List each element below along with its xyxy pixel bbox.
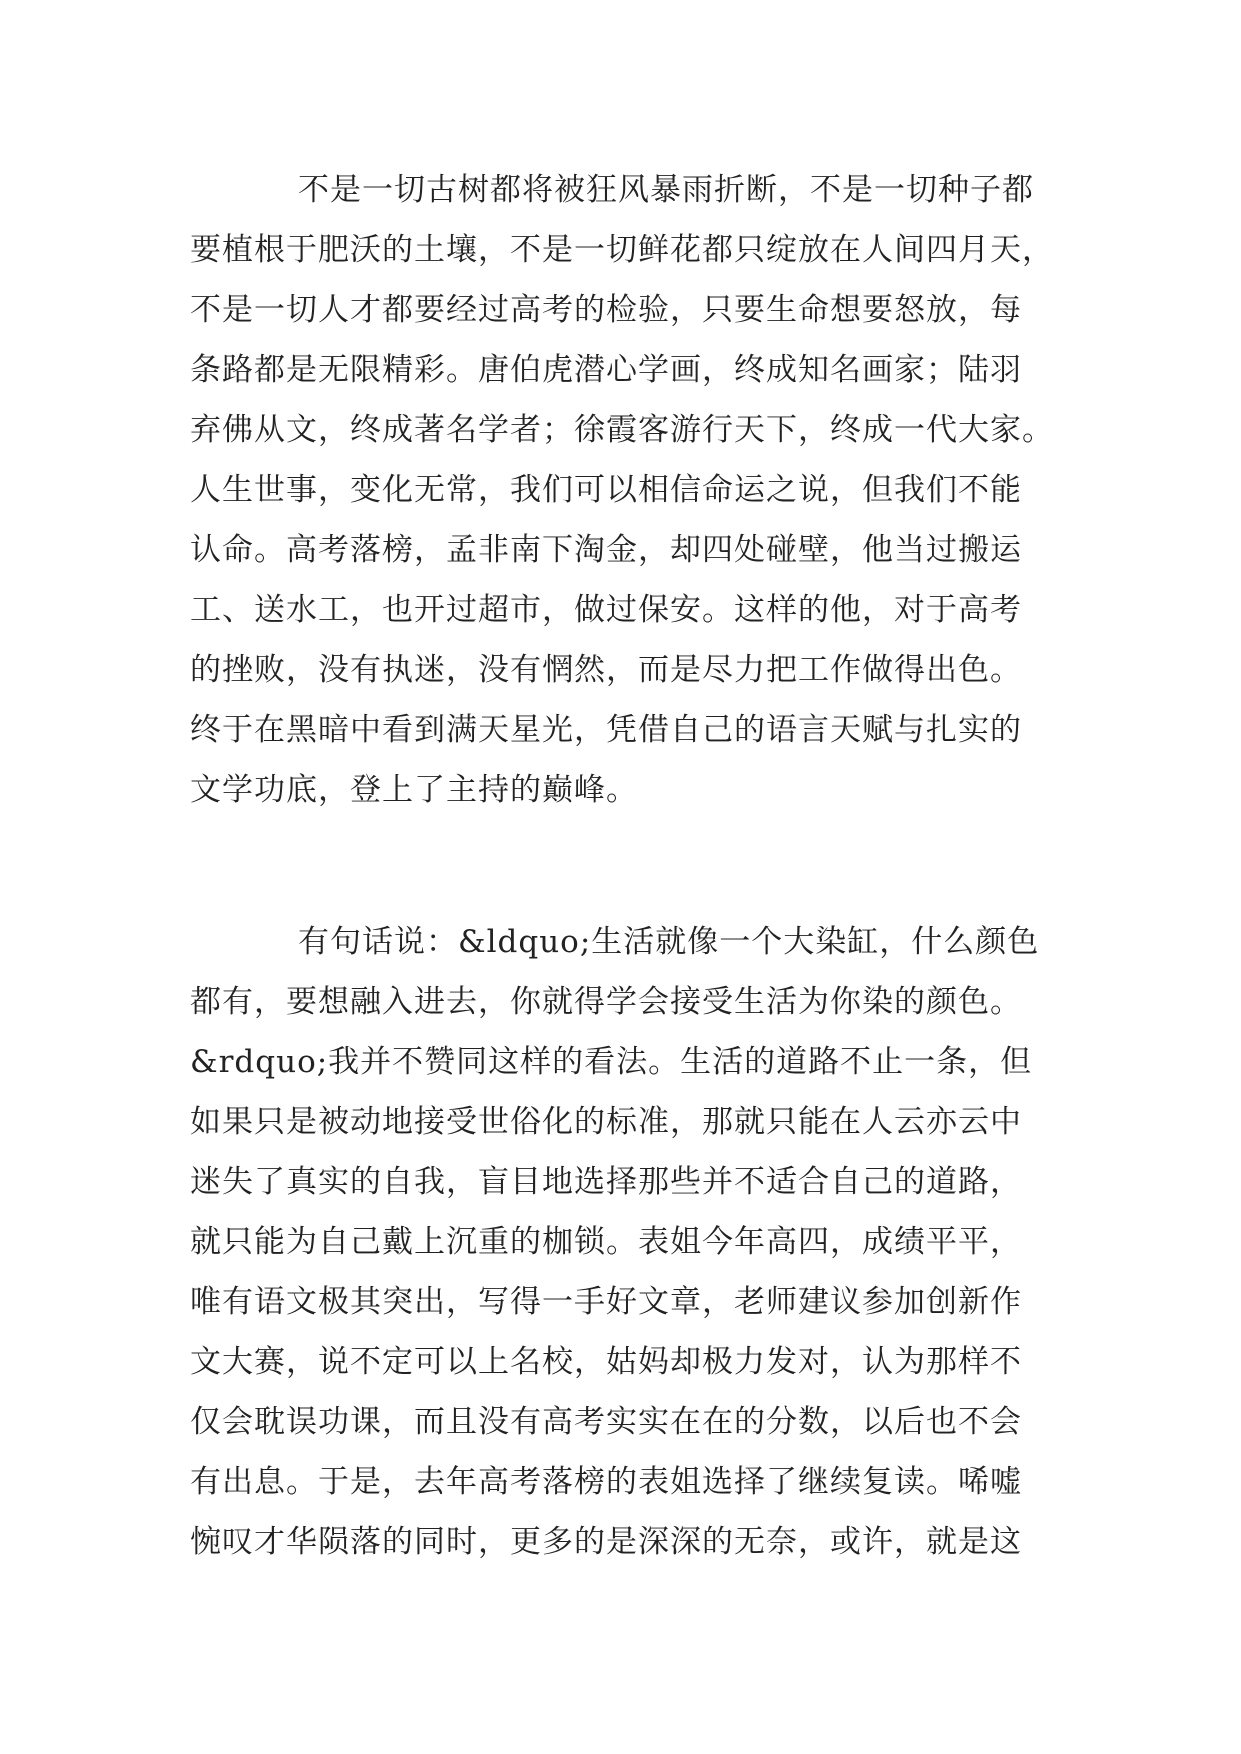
text-line: 迷失了真实的自我，盲目地选择那些并不适合自己的道路， xyxy=(190,1164,1022,1200)
text-line: 就只能为自己戴上沉重的枷锁。表姐今年高四，成绩平平， xyxy=(190,1224,1022,1260)
text-line: &rdquo;我并不赞同这样的看法。生活的道路不止一条，但 xyxy=(190,1044,1033,1080)
text-line: 文大赛，说不定可以上名校，姑妈却极力发对，认为那样不 xyxy=(190,1344,1022,1380)
text-line: 有句话说：&ldquo;生活就像一个大染缸，什么颜色 xyxy=(298,924,1040,960)
text-line: 都有，要想融入进去，你就得学会接受生活为你染的颜色。 xyxy=(190,984,1022,1020)
text-line: 不是一切人才都要经过高考的检验，只要生命想要怒放，每 xyxy=(190,292,1022,328)
text-line: 唯有语文极其突出，写得一手好文章，老师建议参加创新作 xyxy=(190,1284,1022,1320)
text-line: 人生世事，变化无常，我们可以相信命运之说，但我们不能 xyxy=(190,472,1022,508)
paragraph-2 xyxy=(190,912,1090,1572)
text-line: 认命。高考落榜，孟非南下淘金，却四处碰壁，他当过搬运 xyxy=(190,532,1022,568)
text-line: 文学功底，登上了主持的巅峰。 xyxy=(190,772,638,808)
paragraph-1 xyxy=(190,160,1090,820)
text-line: 工、送水工，也开过超市，做过保安。这样的他，对于高考 xyxy=(190,592,1022,628)
text-line: 弃佛从文，终成著名学者；徐霞客游行天下，终成一代大家。 xyxy=(190,412,1054,448)
text-line: 如果只是被动地接受世俗化的标准，那就只能在人云亦云中 xyxy=(190,1104,1022,1140)
text-line: 条路都是无限精彩。唐伯虎潜心学画，终成知名画家；陆羽 xyxy=(190,352,1022,388)
text-line: 有出息。于是，去年高考落榜的表姐选择了继续复读。唏嘘 xyxy=(190,1464,1022,1500)
text-line: 的挫败，没有执迷，没有惘然，而是尽力把工作做得出色。 xyxy=(190,652,1022,688)
text-line: 要植根于肥沃的土壤，不是一切鲜花都只绽放在人间四月天， xyxy=(190,232,1054,268)
text-line: 不是一切古树都将被狂风暴雨折断，不是一切种子都 xyxy=(298,172,1034,208)
text-line: 仅会耽误功课，而且没有高考实实在在的分数，以后也不会 xyxy=(190,1404,1022,1440)
text-line: 惋叹才华陨落的同时，更多的是深深的无奈，或许，就是这 xyxy=(190,1524,1022,1560)
text-line: 终于在黑暗中看到满天星光，凭借自己的语言天赋与扎实的 xyxy=(190,712,1022,748)
